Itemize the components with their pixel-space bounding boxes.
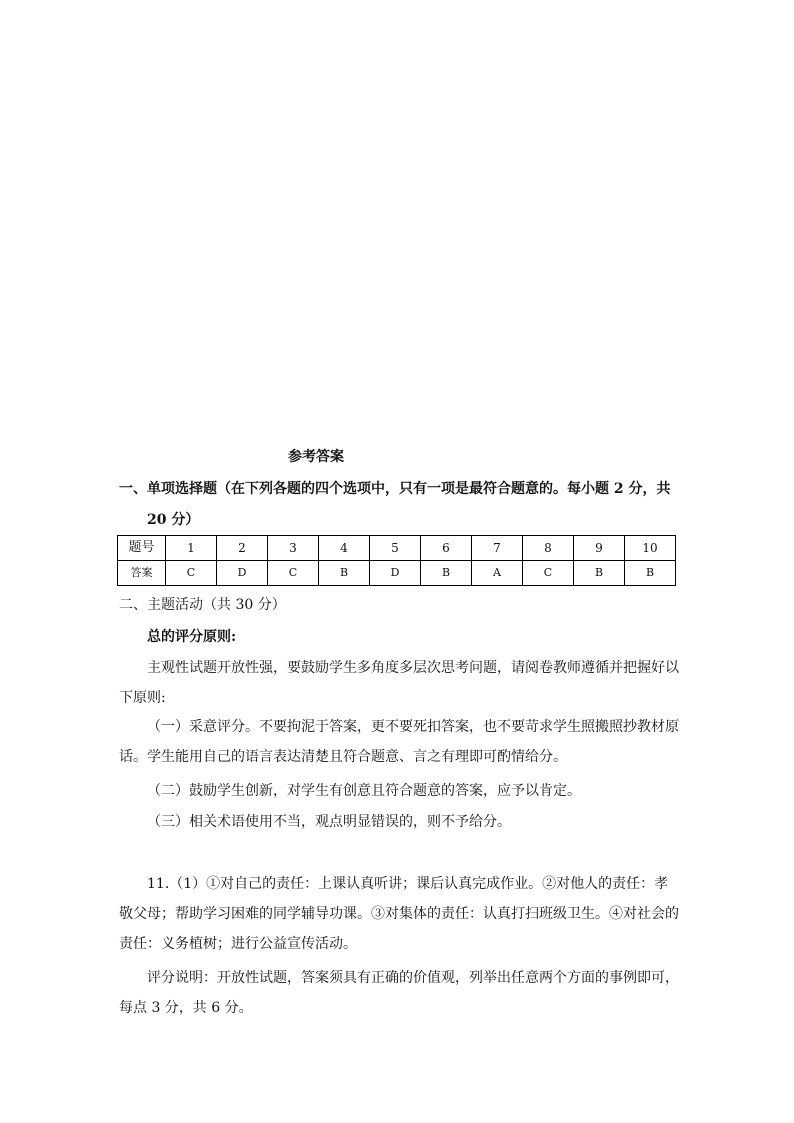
question-number-cell: 2 [217,536,268,561]
question-number-cell: 10 [625,536,676,561]
answer-cell: C [523,561,574,586]
answer-cell: D [370,561,421,586]
answer-cell: A [472,561,523,586]
table-row-numbers [118,536,676,561]
principle-2: （二）鼓励学生创新，对学生有创意且符合题意的答案，应予以肯定。 [147,783,581,799]
question-number-cell: 6 [421,536,472,561]
answer-cell: C [166,561,217,586]
question-number-cell: 3 [268,536,319,561]
page-title: 参考答案 [288,449,344,465]
principle-intro: 主观性试题开放性强，要鼓励学生多角度多层次思考问题，请阅卷教师遵循并把握好以下原则: [119,660,679,706]
answer-cell: B [421,561,472,586]
table-row-answers [118,561,676,586]
question-11-scoring-note: 评分说明：开放性试题，答案须具有正确的价值观，列举出任意两个方面的事例即可，每点 3 分，共 6 分。 [119,970,679,1016]
question-number-cell: 9 [574,536,625,561]
principle-1: （一）采意评分。不要拘泥于答案，更不要死扣答案，也不要苛求学生照搬照抄教材原话。学生能用自己的语言表达清楚且符合题意、言之有理即可酌情给分。 [119,719,679,765]
question-number-cell: 1 [166,536,217,561]
answer-cell: B [574,561,625,586]
answer-cell: D [217,561,268,586]
row-label-answer: 答案 [118,561,166,586]
section2-heading: 二、主题活动（共 30 分） [119,597,286,613]
principle-3: （三）相关术语使用不当，观点明显错误的，则不予给分。 [147,814,511,830]
question-11-answer: 11.（1）①对自己的责任：上课认真听讲；课后认真完成作业。②对他人的责任：孝敬父母；帮助学习困难的同学辅导功课。③对集体的责任：认真打扫班级卫生。④对社会的责任：义务植树；进行公益宣传活动。 [119,876,679,952]
row-label-number: 题号 [118,536,166,561]
question-number-cell: 5 [370,536,421,561]
question-number-cell: 7 [472,536,523,561]
section1-heading-continued: 20 分） [147,512,200,528]
answer-table [117,535,676,586]
answer-cell: B [319,561,370,586]
answer-cell: B [625,561,676,586]
section1-heading: 一、单项选择题（在下列各题的四个选项中，只有一项是最符合题意的。每小题 2 分，共 [119,481,671,497]
question-number-cell: 8 [523,536,574,561]
answer-cell: C [268,561,319,586]
question-number-cell: 4 [319,536,370,561]
principle-heading: 总的评分原则: [147,629,237,645]
